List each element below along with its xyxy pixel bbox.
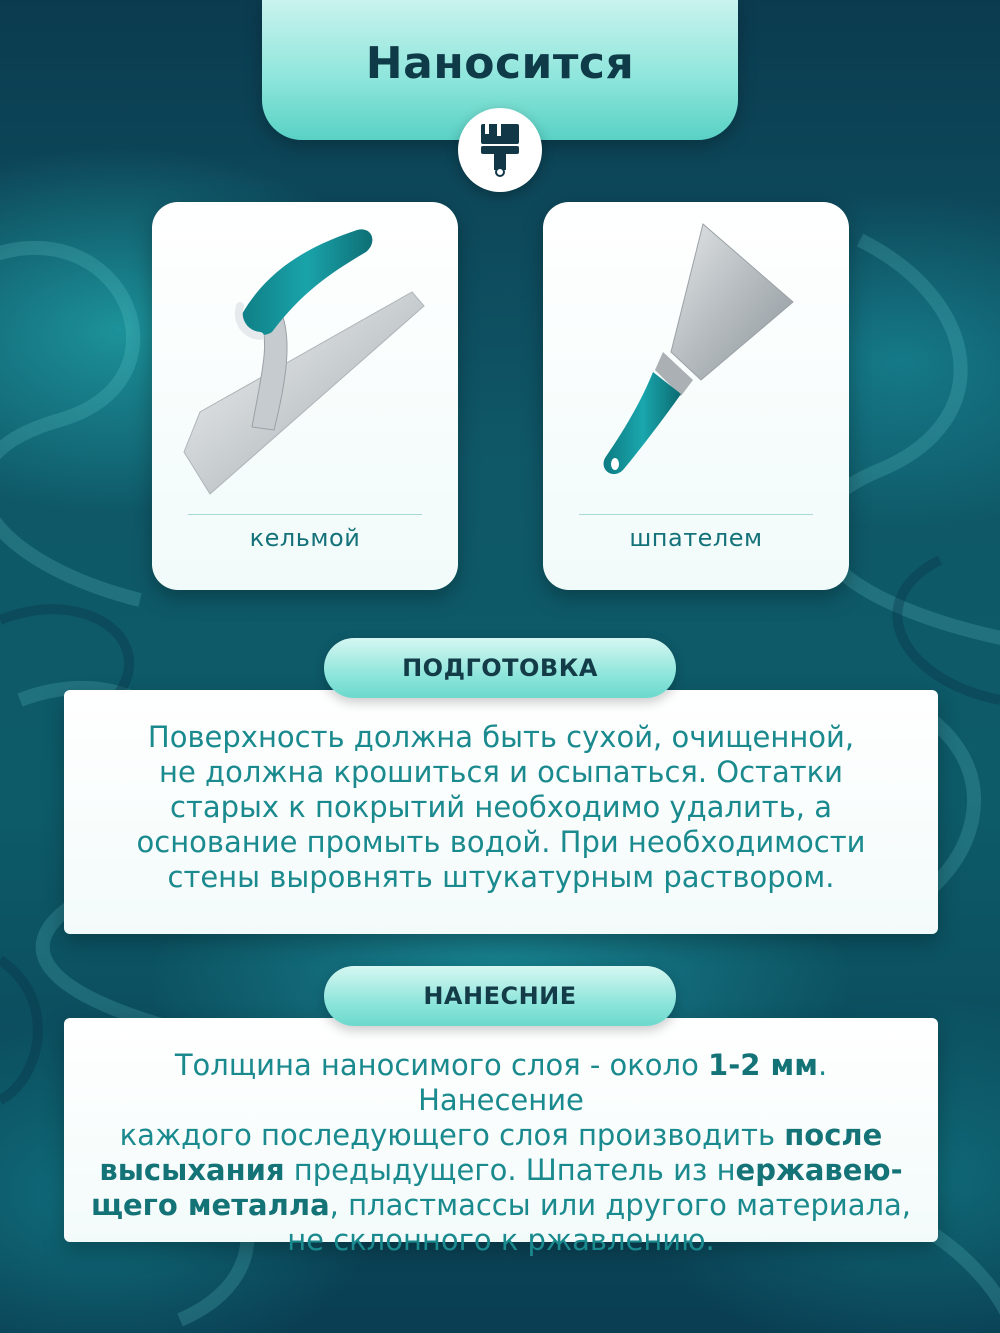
paint-brush-icon [475,122,525,178]
trowel-image [152,202,458,507]
application-line [88,1188,914,1223]
bold-run: 1-2 мм [708,1048,818,1082]
bold-run: высыхания [99,1153,285,1187]
text-run: , пластмассы или другого материала, [329,1188,912,1222]
page-title: Наносится [365,37,635,89]
application-line [88,1153,914,1188]
trowel-divider [188,514,422,515]
putty-knife-caption: шпателем [629,524,763,552]
brush-badge [458,108,542,192]
text-run: предыдущего. Шпатель из н [284,1153,736,1187]
application-heading-pill [324,966,676,1026]
preparation-line: основание промыть водой. При необходимости [136,825,866,859]
preparation-heading-pill [324,638,676,698]
trowel-caption: кельмой [249,524,361,552]
application-heading: НАНЕСНИЕ [423,982,577,1010]
application-line [88,1048,914,1118]
preparation-line: Поверхность должна быть сухой, очищенной, [147,720,855,754]
preparation-line: не должна крошиться и осыпаться. Остатки [159,755,843,789]
bold-run: ержавею- [735,1153,903,1187]
preparation-text-box [64,690,938,934]
putty-knife-card [543,202,849,590]
preparation-heading: ПОДГОТОВКА [402,654,598,682]
putty-knife-divider [579,514,813,515]
application-line: не склонного к ржавлению. [287,1223,715,1257]
preparation-line: старых к покрытий необходимо удалить, а [170,790,832,824]
application-text-box [64,1018,938,1257]
text-run: . Нанесение [418,1048,828,1117]
bold-run: после [784,1118,883,1152]
application-line [88,1118,914,1153]
preparation-line: стены выровнять штукатурным раствором. [167,860,835,894]
trowel-card [152,202,458,590]
text-run: каждого последующего слоя производить [119,1118,785,1152]
putty-knife-image [543,202,849,507]
text-run: Толщина наносимого слоя - около [174,1048,709,1082]
bold-run: щего металла [90,1188,330,1222]
